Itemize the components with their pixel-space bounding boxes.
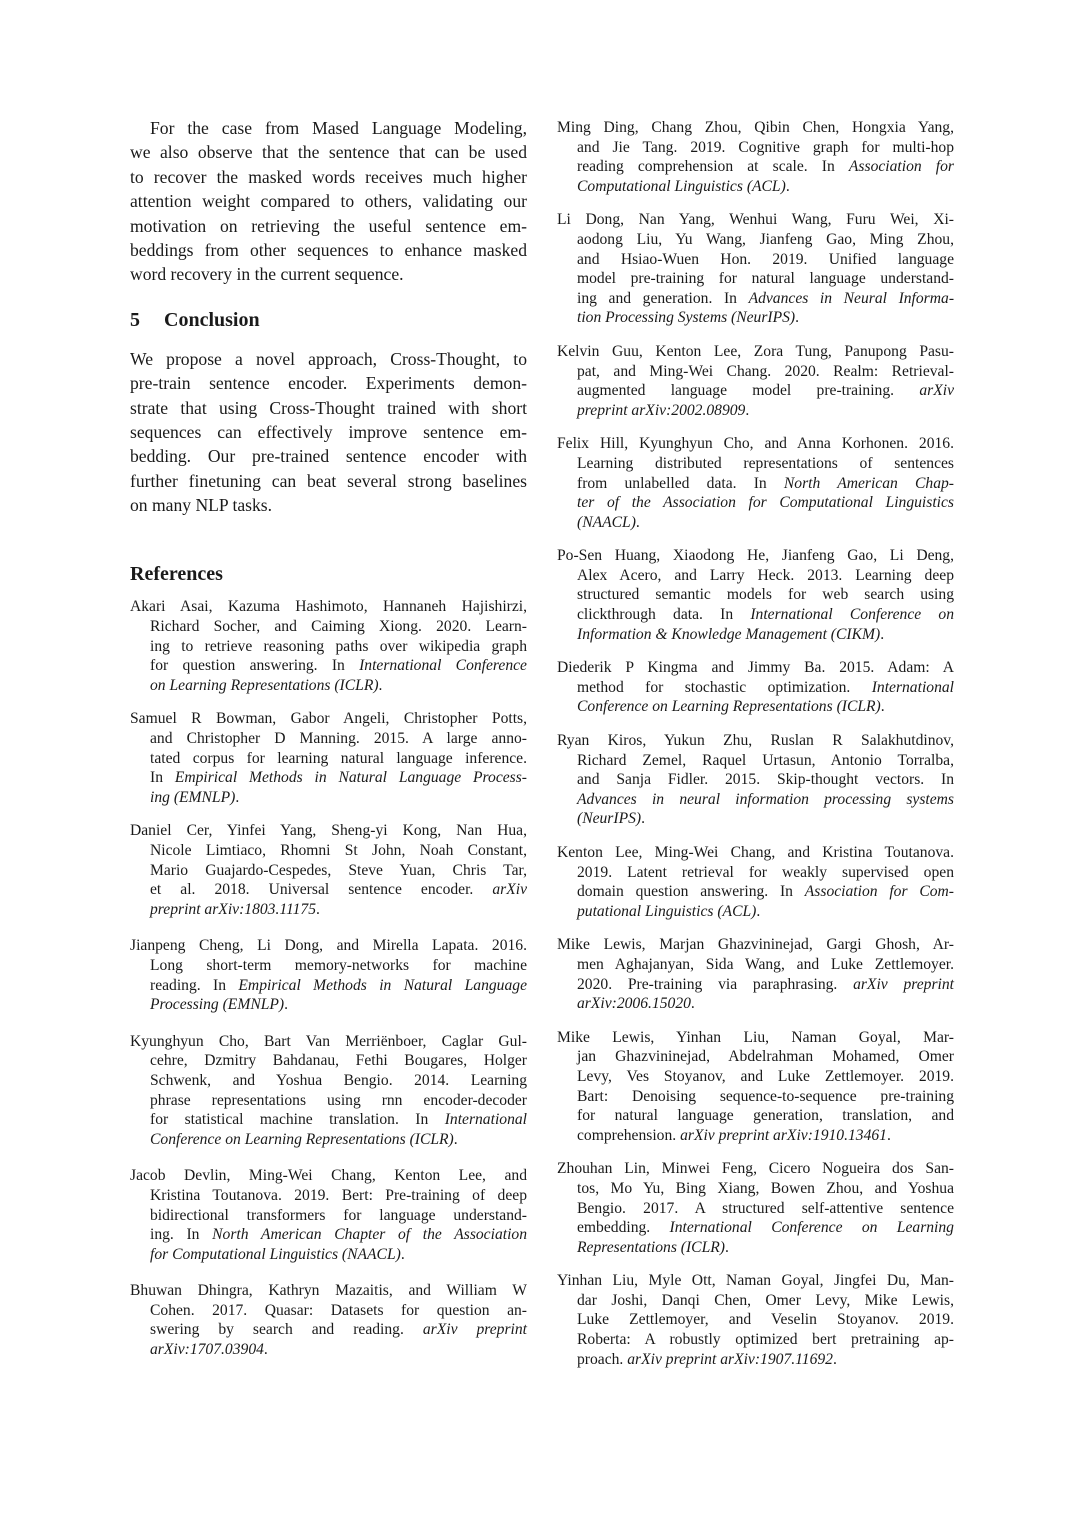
reference-line [130, 1225, 527, 1245]
citation-text: method for stochastic optimization. [577, 678, 872, 696]
reference-line [557, 1067, 954, 1087]
citation-text: Kristina Toutanova. 2019. Bert: Pre-training of deep [150, 1186, 527, 1204]
reference-line [557, 697, 954, 717]
venue-text: arXiv:1707.03904 [150, 1341, 264, 1359]
reference-line [557, 1159, 954, 1179]
reference-line [557, 935, 954, 955]
venue-text: tion Processing Systems (NeurIPS) [577, 309, 796, 327]
paragraph-line: on many NLP tasks. [130, 495, 273, 516]
citation-text: from unlabelled data. In [577, 474, 784, 492]
reference-line [557, 658, 954, 678]
reference-entry [557, 434, 954, 532]
reference-line [557, 1126, 954, 1146]
venue-text: arXiv preprint [853, 975, 954, 993]
citation-text: Roberta: A robustly optimized bert pretraining ap- [577, 1331, 954, 1349]
reference-line [557, 381, 954, 401]
reference-line [130, 729, 527, 749]
reference-line [130, 821, 527, 841]
citation-text: Kelvin Guu, Kenton Lee, Zora Tung, Panupong Pasu- [557, 342, 954, 360]
reference-line [557, 809, 954, 829]
citation-text: and Hsiao-Wuen Hon. 2019. Unified language [577, 250, 954, 268]
venue-text: Information & Knowledge Management (CIKM) [577, 625, 881, 643]
citation-text: Mike Lewis, Yinhan Liu, Naman Goyal, Mar- [557, 1028, 954, 1046]
reference-line [557, 177, 954, 197]
citation-text: Jacob Devlin, Ming-Wei Chang, Kenton Lee, and [130, 1167, 527, 1185]
paragraph-line: word recovery in the current sequence. [130, 264, 404, 285]
citation-text: dar Joshi, Danqi Chen, Omer Levy, Mike Lewis, [577, 1291, 954, 1309]
venue-text: International [444, 1111, 527, 1129]
reference-line [130, 749, 527, 769]
citation-text: aodong Liu, Yu Wang, Jianfeng Gao, Ming Zhou, [577, 230, 954, 248]
citation-text: Samuel R Bowman, Gabor Angeli, Christopher Potts, [130, 710, 527, 728]
reference-line [557, 454, 954, 474]
reference-line [557, 210, 954, 230]
reference-line [557, 902, 954, 922]
reference-entry [557, 658, 954, 717]
venue-text: Conference on Learning Representations (ICLR) [150, 1130, 454, 1148]
citation-text: and Jie Tang. 2019. Cognitive graph for multi-hop [577, 138, 954, 156]
reference-line [557, 138, 954, 158]
reference-line [130, 1071, 527, 1091]
citation-text: Po-Sen Huang, Xiaodong He, Jianfeng Gao, Li Deng, [557, 547, 954, 565]
venue-text: Advances in neural information processing systems [577, 790, 954, 808]
reference-entry [130, 597, 527, 695]
citation-text: Mario Guajardo-Cespedes, Steve Yuan, Chris Tar, [150, 861, 527, 879]
reference-line [130, 1206, 527, 1226]
citation-text: and Sanja Fidler. 2015. Skip-thought vectors. In [577, 771, 954, 789]
reference-line [557, 1238, 954, 1258]
citation-text: Levy, Ves Stoyanov, and Luke Zettlemoyer. 2019. [577, 1067, 954, 1085]
reference-line [557, 401, 954, 421]
venue-text: North American Chap- [783, 474, 954, 492]
reference-entry [557, 843, 954, 921]
citation-text: Felix Hill, Kyunghyun Cho, and Anna Korhonen. 2016. [557, 435, 954, 453]
reference-entry [557, 1159, 954, 1257]
citation-text: . [756, 902, 761, 920]
citation-text: . [880, 698, 885, 716]
references-list-left [130, 597, 527, 1359]
venue-text: for Computational Linguistics (NAACL) [150, 1245, 401, 1263]
venue-text: (NAACL) [577, 513, 636, 531]
reference-line [130, 597, 527, 617]
reference-line [557, 843, 954, 863]
citation-text: . [235, 788, 240, 806]
paragraph-line: attention weight compared to others, validating our [130, 191, 527, 212]
citation-text: . [832, 1350, 837, 1368]
reference-line [130, 709, 527, 729]
reference-line [557, 474, 954, 494]
paragraph-line: we also observe that the sentence that can be used [130, 142, 527, 163]
reference-line [130, 1032, 527, 1052]
reference-line [130, 1340, 527, 1360]
references-list-right [557, 118, 954, 1369]
citation-text: Jianpeng Cheng, Li Dong, and Mirella Lapata. 2016. [130, 937, 527, 955]
reference-line [557, 790, 954, 810]
citation-text: Daniel Cer, Yinfei Yang, Sheng-yi Kong, Nan Hua, [130, 822, 527, 840]
citation-text: Richard Socher, and Caiming Xiong. 2020. Learn- [150, 618, 527, 636]
citation-text: model pre-training for natural language understand- [577, 270, 954, 288]
citation-text: Zhouhan Lin, Minwei Feng, Cicero Nogueira dos San- [557, 1160, 954, 1178]
reference-entry [130, 1166, 527, 1264]
venue-text: arXiv:2006.15020 [577, 995, 691, 1013]
citation-text: . [453, 1130, 458, 1148]
citation-text: . [795, 309, 800, 327]
citation-text: Kenton Lee, Ming-Wei Chang, and Kristina Toutanova. [557, 844, 954, 861]
left-column [130, 116, 527, 1360]
reference-entry [557, 210, 954, 328]
citation-text: structured semantic models for web search using [577, 586, 954, 604]
citation-text: and Christopher D Manning. 2015. A large anno- [150, 730, 527, 748]
citation-text: . [263, 1341, 268, 1359]
citation-text: . [785, 177, 790, 195]
citation-text: Bengio. 2017. A structured self-attentive sentence [577, 1199, 954, 1217]
citation-text: 2019. Latent retrieval for weakly supervised open [577, 863, 954, 881]
citation-text: Bhuwan Dhingra, Kathryn Mazaitis, and William W [130, 1282, 527, 1300]
reference-line [130, 956, 527, 976]
reference-line [130, 676, 527, 696]
conclusion-paragraph [130, 347, 527, 518]
venue-text: Association for Com- [804, 883, 954, 901]
reference-line [130, 637, 527, 657]
citation-text: domain question answering. In [577, 883, 805, 901]
citation-text: Nicole Limtiaco, Rhomni St John, Noah Constant, [150, 842, 527, 859]
reference-line [557, 566, 954, 586]
reference-entry [557, 118, 954, 196]
citation-text: Luke Zettlemoyer, and Veselin Stoyanov. 2019. [577, 1311, 954, 1329]
venue-text: arXiv preprint arXiv:1910.13461 [680, 1126, 887, 1144]
reference-line [557, 1350, 954, 1370]
venue-text: arXiv [492, 881, 527, 899]
reference-entry [557, 342, 954, 420]
citation-text: swering by search and reading. [150, 1321, 423, 1339]
citation-text: ing and generation. In [577, 289, 749, 307]
reference-line [557, 585, 954, 605]
citation-text: Akari Asai, Kazuma Hashimoto, Hannaneh Hajishirzi, [130, 598, 527, 616]
venue-text: International Conference [359, 657, 527, 675]
venue-text: Empirical Methods in Natural Language [238, 976, 527, 994]
citation-text: jan Ghazvininejad, Abdelrahman Mohamed, Omer [577, 1048, 954, 1066]
reference-entry [557, 1271, 954, 1369]
reference-line [557, 308, 954, 328]
venue-text: preprint arXiv:1803.11175 [150, 900, 317, 918]
reference-line [130, 976, 527, 996]
reference-line [130, 995, 527, 1015]
reference-line [130, 900, 527, 920]
venue-text: Representations (ICLR) [577, 1238, 725, 1256]
paragraph-line: strate that using Cross-Thought trained with short [130, 397, 527, 418]
citation-text: 2020. Pre-training via paraphrasing. [577, 975, 854, 993]
citation-text: reading. In [150, 976, 239, 994]
reference-entry [130, 821, 527, 919]
intro-paragraph [130, 116, 527, 287]
reference-line [557, 882, 954, 902]
venue-text: ing (EMNLP) [150, 788, 236, 806]
reference-line [557, 994, 954, 1014]
reference-line [557, 230, 954, 250]
venue-text: putational Linguistics (ACL) [577, 902, 757, 920]
reference-line [557, 1291, 954, 1311]
reference-line [557, 1218, 954, 1238]
reference-line [557, 1179, 954, 1199]
reference-entry [130, 936, 527, 1014]
venue-text: Empirical Methods in Natural Language Process- [174, 769, 527, 787]
reference-line [557, 546, 954, 566]
reference-line [130, 1130, 527, 1150]
venue-text: Association for [848, 158, 954, 176]
reference-entry [130, 709, 527, 807]
venue-text: International Conference on [750, 606, 954, 624]
reference-line [557, 342, 954, 362]
reference-line [557, 975, 954, 995]
reference-line [557, 1310, 954, 1330]
citation-text: Richard Zemel, Raquel Urtasun, Antonio Torralba, [577, 751, 954, 769]
citation-text: cehre, Dzmitry Bahdanau, Fethi Bougares, Holger [150, 1052, 527, 1070]
reference-line [130, 1110, 527, 1130]
reference-line [557, 513, 954, 533]
citation-text: pat, and Ming-Wei Chang. 2020. Realm: Retrieval- [577, 362, 954, 380]
citation-text: for question answering. In [150, 657, 360, 675]
citation-text: Kyunghyun Cho, Bart Van Merriënboer, Caglar Gul- [130, 1032, 527, 1050]
reference-line [557, 1199, 954, 1219]
reference-entry [130, 1032, 527, 1150]
section-title: Conclusion [164, 308, 260, 331]
citation-text: tated corpus for learning natural language inference. [150, 749, 527, 767]
paragraph-line: bedding. Our pre-trained sentence encoder with [130, 446, 527, 467]
reference-line [130, 617, 527, 637]
citation-text: Cohen. 2017. Quasar: Datasets for question an- [150, 1301, 527, 1319]
venue-text: arXiv [919, 382, 954, 400]
reference-line [557, 955, 954, 975]
reference-line [130, 1166, 527, 1186]
venue-text: Processing (EMNLP) [150, 996, 285, 1014]
citation-text: . [880, 625, 885, 643]
paragraph-line: We propose a novel approach, Cross-Thought, to [130, 348, 527, 369]
citation-text: proach. [577, 1350, 628, 1368]
paragraph-line: For the case from Mased Language Modeling, [150, 118, 527, 138]
reference-line [557, 625, 954, 645]
reference-entry [130, 1281, 527, 1359]
reference-line [557, 863, 954, 883]
venue-text: Computational Linguistics (ACL) [577, 177, 786, 195]
reference-line [557, 678, 954, 698]
venue-text: (NeurIPS) [577, 810, 642, 828]
citation-text: bidirectional transformers for language understand- [150, 1206, 527, 1224]
citation-text: . [378, 676, 383, 694]
citation-text: In [150, 769, 175, 787]
citation-text: Mike Lewis, Marjan Ghazvininejad, Gargi Ghosh, Ar- [557, 936, 954, 954]
reference-line [557, 731, 954, 751]
venue-text: arXiv preprint arXiv:1907.11692 [627, 1350, 833, 1368]
venue-text: Advances in Neural Informa- [748, 289, 955, 307]
citation-text: . [316, 900, 320, 918]
citation-text: Long short-term memory-networks for machine [150, 956, 527, 974]
reference-entry [557, 1028, 954, 1146]
venue-text: International [871, 678, 954, 696]
citation-text: Li Dong, Nan Yang, Wenhui Wang, Furu Wei, Xi- [557, 211, 954, 229]
section-heading [130, 307, 527, 333]
citation-text: . [284, 996, 289, 1014]
venue-text: preprint arXiv:2002.08909 [577, 401, 746, 419]
right-column [557, 118, 954, 1369]
reference-line [130, 861, 527, 881]
reference-line [557, 157, 954, 177]
citation-text: embedding. [577, 1219, 670, 1237]
venue-text: Conference on Learning Representations (ICLR) [577, 698, 881, 716]
reference-line [130, 1301, 527, 1321]
citation-text: Alex Acero, and Larry Heck. 2013. Learning deep [577, 566, 954, 584]
reference-line [130, 1320, 527, 1340]
citation-text: Schwenk, and Yoshua Bengio. 2014. Learning [150, 1071, 527, 1089]
reference-line [130, 1051, 527, 1071]
venue-text: ter of the Association for Computational Linguistics [577, 494, 954, 512]
citation-text: . [635, 513, 640, 531]
reference-line [130, 1245, 527, 1265]
citation-text: Yinhan Liu, Myle Ott, Naman Goyal, Jingfei Du, Man- [557, 1272, 954, 1290]
reference-line [557, 118, 954, 138]
venue-text: International Conference on Learning [669, 1219, 954, 1237]
reference-line [557, 1087, 954, 1107]
citation-text: Diederik P Kingma and Jimmy Ba. 2015. Adam: A [557, 659, 954, 677]
reference-line [130, 768, 527, 788]
citation-text: clickthrough data. In [577, 606, 751, 624]
reference-line [557, 770, 954, 790]
citation-text: for natural language generation, translation, and [577, 1107, 954, 1125]
citation-text: comprehension. [577, 1126, 681, 1144]
citation-text: for statistical machine translation. In [150, 1111, 445, 1129]
citation-text: augmented language model pre-training. [577, 382, 920, 400]
reference-line [130, 880, 527, 900]
citation-text: . [886, 1126, 891, 1144]
citation-text: Ryan Kiros, Yukun Zhu, Ruslan R Salakhutdinov, [557, 732, 954, 750]
reference-line [557, 1047, 954, 1067]
reference-entry [557, 731, 954, 829]
citation-text: . [641, 810, 645, 828]
citation-text: phrase representations using rnn encoder-decoder [150, 1091, 527, 1109]
reference-line [557, 269, 954, 289]
citation-text: men Aghajanyan, Sida Wang, and Luke Zettlemoyer. [577, 955, 954, 973]
citation-text: . [745, 401, 750, 419]
reference-entry [557, 935, 954, 1013]
citation-text: tos, Mo Yu, Bing Xiang, Bowen Zhou, and Yoshua [577, 1179, 954, 1197]
paragraph-line: further finetuning can beat several strong baselines [130, 470, 527, 491]
section-number: 5 [130, 308, 140, 331]
citation-text: . [690, 995, 695, 1013]
reference-line [557, 605, 954, 625]
reference-line [557, 1028, 954, 1048]
reference-line [130, 788, 527, 808]
citation-text: reading comprehension at scale. In [577, 158, 849, 176]
reference-line [557, 434, 954, 454]
reference-line [130, 936, 527, 956]
venue-text: North American Chapter of the Association [212, 1226, 527, 1244]
citation-text: Bart: Denoising sequence-to-sequence pre-training [577, 1087, 954, 1105]
reference-entry [557, 546, 954, 644]
references-heading: References [130, 563, 223, 586]
reference-line [557, 751, 954, 771]
citation-text: . [724, 1238, 729, 1256]
paragraph-line: sequences can effectively improve sentence em- [130, 421, 527, 442]
citation-text: Learning distributed representations of sentences [577, 454, 954, 472]
reference-line [557, 362, 954, 382]
reference-line [130, 656, 527, 676]
reference-line [557, 1106, 954, 1126]
paragraph-line: motivation on retrieving the useful sentence em- [130, 215, 527, 236]
citation-text: ing. In [150, 1226, 213, 1244]
citation-text: . [400, 1245, 405, 1263]
venue-text: on Learning Representations (ICLR) [150, 676, 379, 694]
paragraph-line: pre-train sentence encoder. Experiments demon- [130, 373, 527, 394]
reference-line [557, 1271, 954, 1291]
reference-line [130, 841, 527, 861]
paragraph-line: beddings from other sequences to enhance masked [130, 239, 527, 260]
citation-text: ing to retrieve reasoning paths over wikipedia graph [150, 637, 527, 655]
reference-line [130, 1281, 527, 1301]
venue-text: arXiv preprint [422, 1321, 527, 1339]
reference-line [557, 289, 954, 309]
reference-line [130, 1091, 527, 1111]
reference-line [557, 250, 954, 270]
reference-line [557, 493, 954, 513]
reference-line [557, 1330, 954, 1350]
citation-text: Ming Ding, Chang Zhou, Qibin Chen, Hongxia Yang, [557, 119, 954, 136]
reference-line [130, 1186, 527, 1206]
citation-text: et al. 2018. Universal sentence encoder. [150, 881, 493, 899]
paragraph-line: to recover the masked words receives much higher [130, 166, 527, 187]
